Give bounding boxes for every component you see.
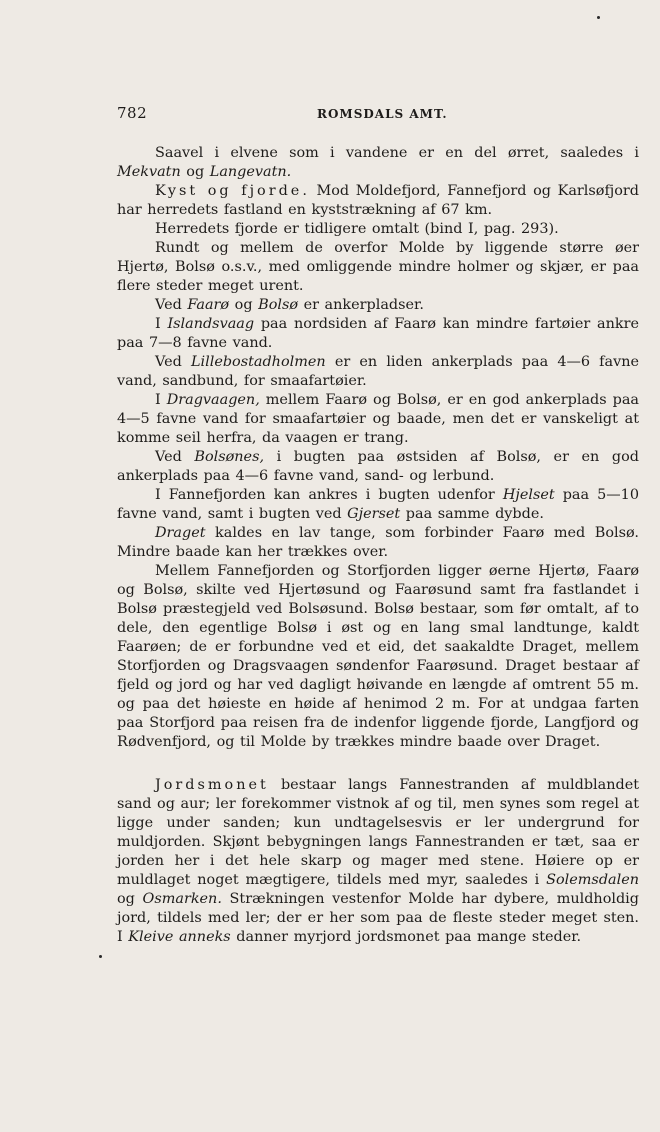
italic-term: Bolsø [258, 297, 299, 313]
text-run: I Fannefjorden kan ankres i bugten udenfor [155, 487, 503, 503]
italic-term: Kleive anneks [128, 929, 231, 945]
paragraph [117, 353, 639, 391]
text-run: og [117, 891, 143, 907]
italic-term: Faarø [187, 297, 230, 313]
section-gap [117, 752, 639, 776]
text-run: Ved [155, 354, 191, 370]
text-run: Mod Moldefjord, Fannefjord og Karlsøfjord har herredets fastland en kyststrækning af 67 km. [117, 183, 639, 218]
print-speck [99, 955, 102, 958]
text-run: er ankerpladser. [298, 297, 424, 313]
spaced-heading: Jordsmonet [155, 777, 269, 793]
page-header [117, 104, 637, 124]
text-run: bestaar langs Fannestranden af muldblandet sand og aur; ler forekommer vistnok af og til, men synes som regel at ligge under sanden; kun undtagelsesvis er ler undergrund for muldjorden. Skjønt bebygningen langs Fannestranden er tæt, saa er jorden her i det hele skarp og mager med stene. Høiere op er muldlaget noget mægtigere, tildels med myr, saaledes i [117, 777, 639, 888]
text-run: paa nordsiden af Faarø kan mindre fartøier ankre paa 7—8 favne vand. [117, 316, 639, 351]
page-number: 782 [117, 104, 148, 122]
text-run: paa 5—10 favne vand, samt i bugten ved [117, 487, 639, 522]
text-run: Herredets fjorde er tidligere omtalt (bind I, pag. 293). [155, 221, 559, 237]
paragraph [117, 448, 639, 486]
text-run: i bugten paa østsiden af Bolsø, er en god ankerplads paa 4—6 favne vand, sand- og lerbund. [117, 449, 640, 484]
italic-term: Mekvatn [117, 164, 181, 180]
text-run: Rundt og mellem de overfor Molde by liggende større øer Hjertø, Bolsø o.s.v., med omliggende mindre holmer og skjær, er paa flere steder meget urent. [117, 240, 639, 294]
italic-term: Solemsdalen [546, 872, 639, 888]
print-speck [597, 16, 600, 19]
paragraph [117, 220, 639, 239]
text-run: danner myrjord jordsmonet paa mange steder. [230, 929, 582, 945]
body-text [117, 144, 639, 947]
text-run: paa samme dybde. [400, 506, 544, 522]
text-run: Ved [155, 449, 195, 465]
paragraph [117, 776, 639, 947]
paragraph [117, 239, 639, 296]
paragraph [117, 182, 639, 220]
text-run: er en liden ankerplads paa 4—6 favne vand, sandbund, for smaafartøier. [117, 354, 640, 389]
text-run: mellem Faarø og Bolsø, er en god ankerplads paa 4—5 favne vand for smaafartøier og baade, men det er vanskeligt at komme seil herfra, da vaagen er trang. [117, 392, 640, 446]
spaced-heading: Kyst og fjorde. [155, 183, 310, 199]
italic-term: Langevatn. [209, 164, 292, 180]
paragraph [117, 315, 639, 353]
italic-term: Gjerset [347, 506, 401, 522]
paragraph [117, 486, 639, 524]
italic-term: Bolsønes, [194, 449, 265, 465]
italic-term: Dragvaagen, [166, 392, 260, 408]
italic-term: Lillebostadholmen [190, 354, 326, 370]
text-run: Mellem Fannefjorden og Storfjorden ligger øerne Hjertø, Faarø og Bolsø, skilte ved Hjertøsund og Faarøsund samt fra fastlandet i Bolsø præstegjeld ved Bolsøsund. Bolsø bestaar, som før omtalt, af to dele, den egentlige Bolsø i øst og en lang smal landtunge, kaldt Faarøen; de er forbundne ved et eid, det saakaldte Draget, mellem Storfjorden og Dragsvaagen søndenfor Faarøsund. Draget bestaar af fjeld og jord og har ved dagligt høivande en længde af omtrent 55 m. og paa det høieste en høide af henimod 2 m. For at undgaa farten paa Storfjord paa reisen fra de indenfor liggende fjorde, Langfjord og Rødvenfjord, og til Molde by trækkes mindre baade over Draget. [117, 563, 639, 750]
paragraph [117, 144, 639, 182]
text-run: og [180, 164, 210, 180]
paragraph [117, 524, 639, 562]
italic-term: Hjelset [502, 487, 555, 503]
paragraph [117, 391, 639, 448]
paragraph [117, 296, 639, 315]
italic-term: Islandsvaag [167, 316, 255, 332]
text-run: Saavel i elvene som i vandene er en del ørret, saaledes i [155, 145, 639, 161]
running-title: ROMSDALS AMT. [317, 107, 448, 121]
paragraph [117, 562, 639, 752]
italic-term: Draget [155, 525, 206, 541]
text-run: I [155, 392, 167, 408]
text-run: I [155, 316, 168, 332]
italic-term: Osmarken. [142, 891, 222, 907]
text-run: Strækningen vestenfor Molde har dybere, muldholdig jord, tildels med ler; der er her som paa de fleste steder meget sten. I [117, 891, 639, 945]
text-run: Ved [155, 297, 188, 313]
text-run: kaldes en lav tange, som forbinder Faarø med Bolsø. Mindre baade kan her trækkes over. [117, 525, 639, 560]
text-run: og [229, 297, 259, 313]
